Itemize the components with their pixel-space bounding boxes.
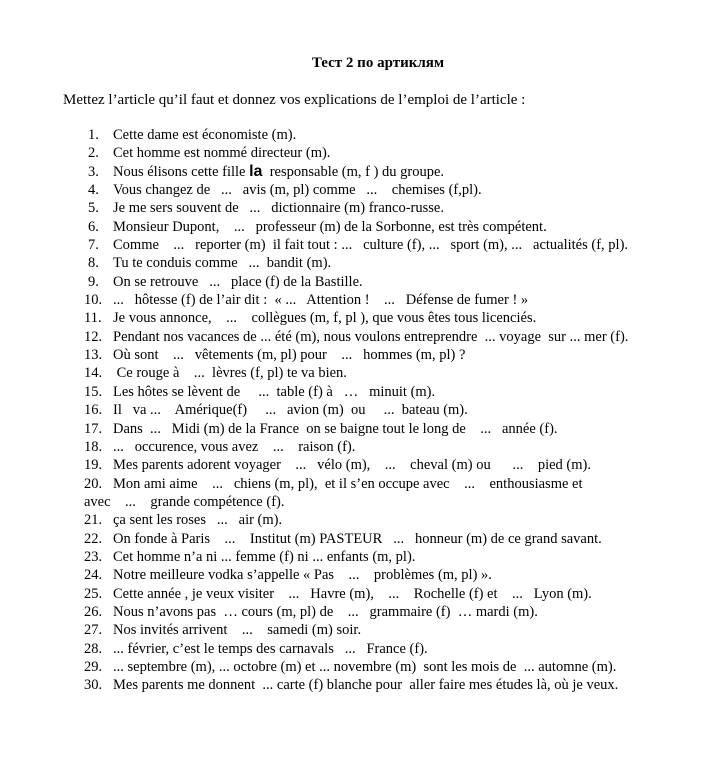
item-text: Les hôtes se lèvent de ... table (f) à … minuit (m).	[113, 383, 436, 400]
item-number: 23.	[84, 548, 103, 565]
list-item	[0, 346, 466, 364]
item-number: 14.	[84, 365, 103, 382]
list-item	[0, 364, 347, 382]
item-number: 25.	[84, 585, 103, 602]
item-number: 22.	[84, 530, 103, 547]
item-number: 9.	[88, 273, 99, 290]
item-text-before: Nous élisons cette fille	[113, 163, 250, 180]
item-text: Il va ... Amérique(f) ... avion (m) ou ... bateau (m).	[113, 402, 468, 419]
item-text: ça sent les roses ... air (m).	[113, 512, 283, 529]
list-item	[0, 438, 356, 456]
item-text: Vous changez de ... avis (m, pl) comme ... chemises (f,pl).	[113, 182, 482, 199]
item-text: On fonde à Paris ... Institut (m) PASTEUR ... honneur (m) de ce grand savant.	[113, 530, 602, 547]
item-text: Pendant nos vacances de ... été (m), nous voulons entreprendre ... voyage sur ... mer (f).	[113, 328, 629, 345]
item-text: Je me sers souvent de ... dictionnaire (m) franco-russe.	[113, 200, 444, 217]
item-text: ... occurence, vous avez ... raison (f).	[113, 438, 356, 455]
item-text: ... septembre (m), ... octobre (m) et ... novembre (m) sont les mois de ... automne (m).	[113, 658, 617, 675]
item-number: 13.	[84, 347, 103, 364]
item-text: Ce rouge à ... lèvres (f, pl) te va bien.	[113, 365, 347, 382]
item-text: Nos invités arrivent ... samedi (m) soir.	[113, 622, 362, 639]
list-item	[0, 291, 529, 309]
item-text: Comme ... reporter (m) il fait tout : ... culture (f), ... sport (m), ... actualités (f, pl).	[113, 237, 629, 254]
list-item	[0, 511, 283, 529]
list-item	[0, 273, 363, 291]
item-text: Cette dame est économiste (m).	[113, 127, 297, 143]
list-item	[0, 218, 547, 236]
item-number: 7.	[88, 237, 99, 254]
item-text: Dans ... Midi (m) de la France on se baigne tout le long de ... année (f).	[113, 420, 558, 437]
list-item	[0, 566, 492, 584]
list-item	[0, 199, 444, 217]
list-item	[0, 456, 591, 474]
list-item	[0, 548, 416, 566]
item-number: 15.	[84, 383, 103, 400]
item-text	[113, 163, 444, 181]
list-item	[0, 585, 592, 603]
list-item	[0, 530, 602, 548]
list-item	[0, 621, 362, 639]
filled-answer: la	[249, 162, 263, 180]
item-number: 2.	[88, 145, 99, 162]
list-item	[0, 420, 558, 438]
item-text: Nous n’avons pas … cours (m, pl) de ... grammaire (f) … mardi (m).	[113, 603, 538, 620]
item-number: 24.	[84, 567, 103, 584]
item-number: 26.	[84, 603, 103, 620]
list-item	[0, 144, 331, 162]
item-text-continuation: avec ... grande compétence (f).	[84, 493, 285, 510]
list-item	[0, 640, 428, 658]
item-text: Notre meilleure vodka s’appelle « Pas ... problèmes (m, pl) ».	[113, 567, 492, 584]
item-number: 18.	[84, 438, 103, 455]
item-number: 29.	[84, 658, 103, 675]
list-item	[0, 309, 537, 327]
list-item	[0, 126, 297, 144]
list-item	[0, 603, 538, 621]
list-item	[0, 383, 436, 401]
instruction-text: Mettez l’article qu’il faut et donnez vos explications de l’emploi de l’article :	[63, 92, 526, 108]
item-number: 11.	[84, 310, 102, 327]
item-text: ... février, c’est le temps des carnavals ... France (f).	[113, 640, 428, 657]
item-number: 4.	[88, 182, 99, 199]
item-text: Tu te conduis comme ... bandit (m).	[113, 255, 332, 272]
item-number: 5.	[88, 200, 99, 217]
item-number: 8.	[88, 255, 99, 272]
list-item	[0, 328, 629, 346]
item-number: 1.	[88, 127, 99, 143]
list-item	[0, 162, 445, 181]
list-item	[0, 181, 482, 199]
item-text: ... hôtesse (f) de l’air dit : « ... Attention ! ... Défense de fumer ! »	[113, 292, 529, 309]
item-text: Cet homme n’a ni ... femme (f) ni ... enfants (m, pl).	[113, 548, 416, 565]
list-item	[0, 658, 617, 676]
item-number: 28.	[84, 640, 103, 657]
list-item	[0, 475, 583, 493]
item-number: 12.	[84, 328, 103, 345]
item-number: 21.	[84, 512, 103, 529]
item-number: 30.	[84, 677, 103, 694]
item-text: Cet homme est nommé directeur (m).	[113, 145, 331, 162]
item-number: 20.	[84, 475, 103, 492]
list-item	[0, 254, 332, 272]
item-text-after: responsable (m, f ) du groupe.	[262, 163, 445, 180]
item-text: Mes parents adorent voyager ... vélo (m), ... cheval (m) ou ... pied (m).	[113, 457, 591, 474]
item-number: 19.	[84, 457, 103, 474]
exercise-list	[0, 126, 629, 695]
page-title: Тест 2 по артиклям	[311, 55, 445, 71]
item-text: Mes parents me donnent ... carte (f) blanche pour aller faire mes études là, où je veux.	[113, 677, 619, 694]
item-text: Cette année , je veux visiter ... Havre (m), ... Rochelle (f) et ... Lyon (m).	[113, 585, 592, 602]
list-item	[0, 236, 629, 254]
item-number: 3.	[88, 163, 99, 180]
item-number: 16.	[84, 402, 103, 419]
item-number: 10.	[84, 292, 103, 309]
item-number: 6.	[88, 218, 99, 235]
item-number: 27.	[84, 622, 103, 639]
item-text: On se retrouve ... place (f) de la Bastille.	[113, 273, 363, 290]
list-item	[0, 401, 468, 419]
item-text: Mon ami aime ... chiens (m, pl), et il s’en occupe avec ... enthousiasme et	[113, 475, 583, 492]
item-text: Je vous annonce, ... collègues (m, f, pl ), que vous êtes tous licenciés.	[113, 310, 537, 327]
item-number: 17.	[84, 420, 103, 437]
list-item	[0, 676, 619, 694]
list-item-continuation	[0, 493, 285, 511]
item-text: Monsieur Dupont, ... professeur (m) de la Sorbonne, est très compétent.	[113, 218, 547, 235]
item-text: Où sont ... vêtements (m, pl) pour ... hommes (m, pl) ?	[113, 347, 466, 364]
